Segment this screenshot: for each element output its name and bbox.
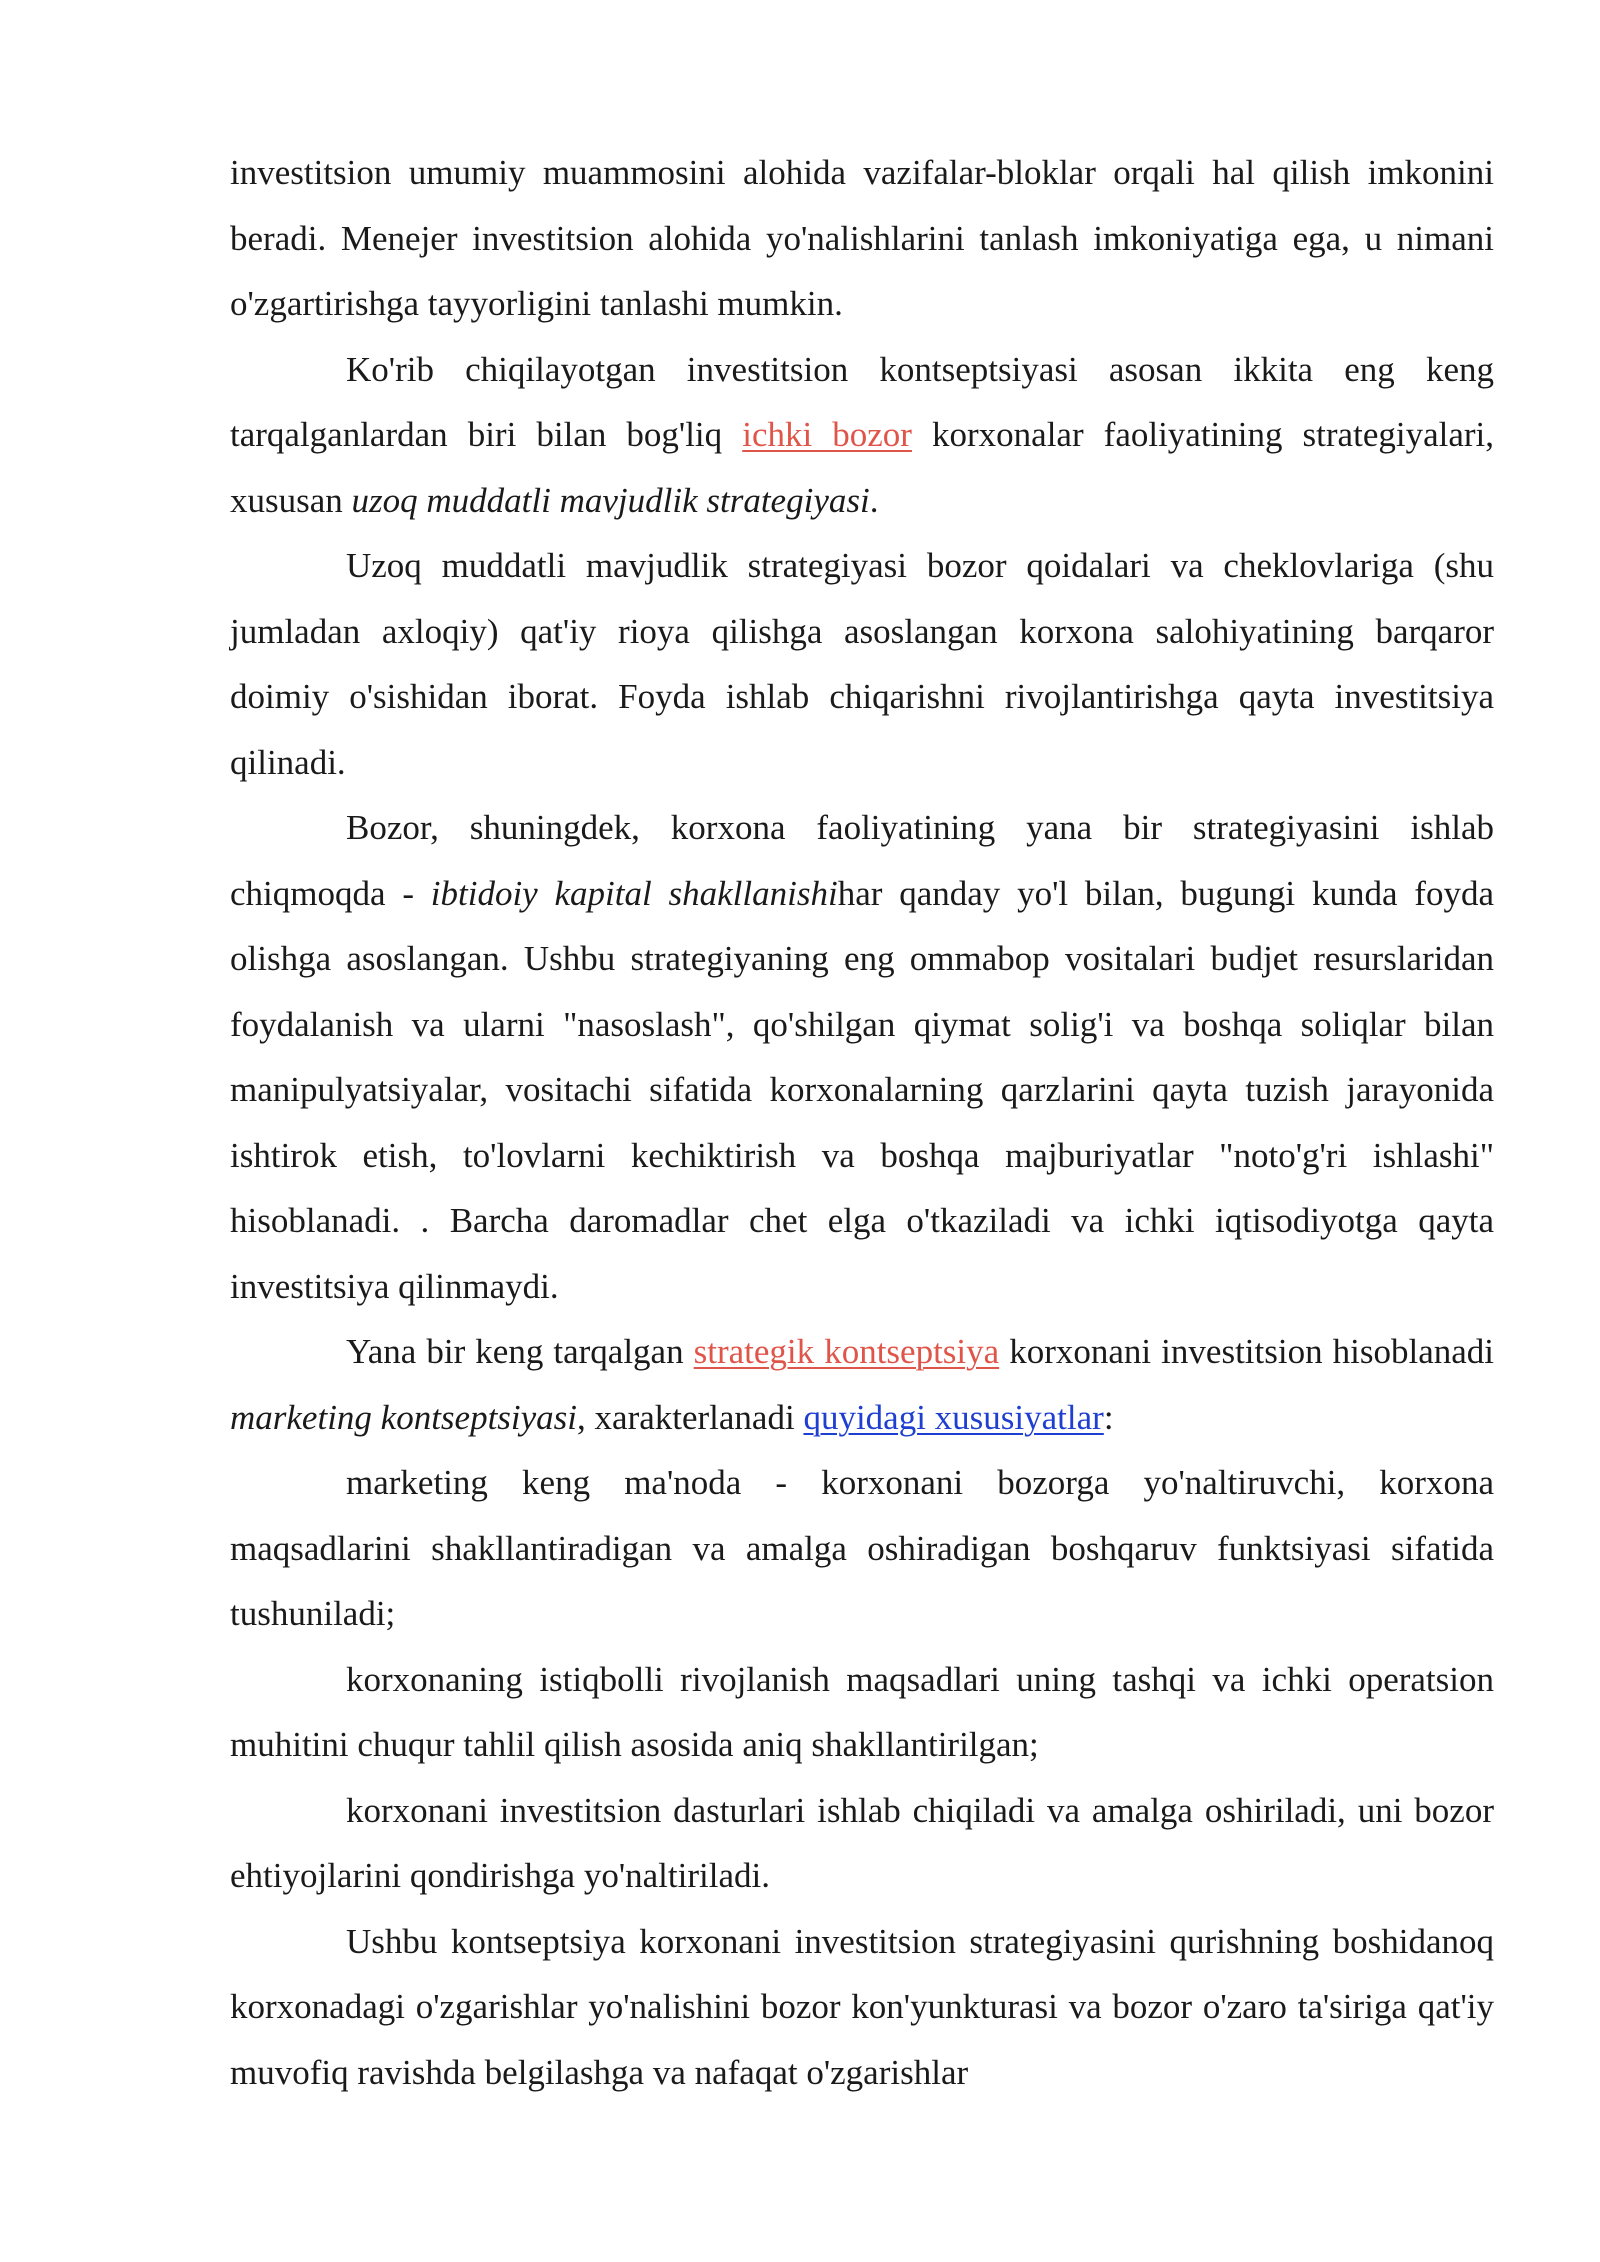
paragraph-6 bbox=[230, 1450, 1494, 1647]
paragraph-5 bbox=[230, 1319, 1494, 1450]
quyidagi-xususiyatlar-link[interactable]: quyidagi xususiyatlar bbox=[803, 1397, 1104, 1437]
paragraph-4-text-b: har qanday yo'l bilan, bugungi kunda foyda olishga asoslangan. Ushbu strategiyaning eng ommabop vositalari budjet resurslaridan foydalanish va ularni "nasoslash", qo'shilgan qiymat solig'i va boshqa soliqlar bilan manipulyatsiyalar, vositachi sifatida korxonalarning qarzlarini qayta tuzish jarayonida ishtirok etish, to'lovlarni kechiktirish va boshqa majburiyatlar "noto'g'ri ishlashi" hisoblanadi. . Barcha daromadlar chet elga o'tkaziladi va ichki iqtisodiyotga qayta investitsiya qilinmaydi. bbox=[230, 873, 1494, 1306]
paragraph-7 bbox=[230, 1647, 1494, 1778]
strategik-kontseptsiya-link[interactable]: strategik kontseptsiya bbox=[693, 1332, 1000, 1371]
paragraph-4 bbox=[230, 795, 1494, 1319]
paragraph-7-text: korxonaning istiqbolli rivojlanish maqsadlari uning tashqi va ichki operatsion muhitini chuqur tahlil qilish asosida aniq shakllantirilgan; bbox=[230, 1659, 1494, 1764]
paragraph-2-text-a: Ko'rib chiqilayotgan investitsion kontseptsiyasi asosan ikkita eng keng tarqalganlardan biri bilan bog'liq bbox=[230, 349, 1494, 454]
paragraph-5-text-d: : bbox=[1103, 1397, 1114, 1437]
paragraph-1 bbox=[230, 140, 1494, 337]
paragraph-5-text-c: , xarakterlanadi bbox=[577, 1397, 804, 1437]
paragraph-2-text-b: korxonalar faoliyatining strategiyalari, xususan bbox=[230, 415, 1495, 520]
paragraph-3 bbox=[230, 533, 1494, 795]
paragraph-5-text-a: Yana bir keng tarqalgan bbox=[346, 1332, 694, 1371]
paragraph-5-text-b: korxonani investitsion hisoblanadi bbox=[999, 1332, 1494, 1371]
document-page bbox=[230, 140, 1494, 2105]
paragraph-5-italic: marketing kontseptsiyasi bbox=[230, 1397, 578, 1437]
paragraph-2 bbox=[230, 337, 1494, 534]
paragraph-8 bbox=[230, 1778, 1494, 1909]
paragraph-2-text-c: . bbox=[869, 480, 879, 520]
paragraph-4-italic: ibtidoiy kapital shakllanishi bbox=[430, 873, 838, 913]
paragraph-2-italic: uzoq muddatli mavjudlik strategiyasi bbox=[351, 480, 870, 520]
ichki-bozor-link[interactable]: ichki bozor bbox=[742, 415, 912, 454]
paragraph-6-text: marketing keng ma'noda - korxonani bozorga yo'naltiruvchi, korxona maqsadlarini shakllantiradigan va amalga oshiradigan boshqaruv funktsiyasi sifatida tushuniladi; bbox=[230, 1463, 1494, 1633]
paragraph-1-text: investitsion umumiy muammosini alohida vazifalar-bloklar orqali hal qilish imkonini beradi. Menejer investitsion alohida yo'nalishlarini tanlash imkoniyatiga ega, u nimani o'zgartirishga tayyorligini tanlashi mumkin. bbox=[230, 153, 1494, 323]
paragraph-9 bbox=[230, 1909, 1494, 2106]
paragraph-4-text-a: Bozor, shuningdek, korxona faoliyatining yana bir strategiyasini ishlab chiqmoqda - bbox=[230, 808, 1494, 913]
paragraph-8-text: korxonani investitsion dasturlari ishlab chiqiladi va amalga oshiriladi, uni bozor ehtiyojlarini qondirishga yo'naltiriladi. bbox=[230, 1790, 1494, 1895]
paragraph-9-text: Ushbu kontseptsiya korxonani investitsion strategiyasini qurishning boshidanoq korxonadagi o'zgarishlar yo'nalishini bozor kon'yunkturasi va bozor o'zaro ta'siriga qat'iy muvofiq ravishda belgilashga va nafaqat o'zgarishlar bbox=[230, 1921, 1494, 2092]
paragraph-3-text: Uzoq muddatli mavjudlik strategiyasi bozor qoidalari va cheklovlariga (shu jumladan axloqiy) qat'iy rioya qilishga asoslangan korxona salohiyatining barqaror doimiy o'sishidan iborat. Foyda ishlab chiqarishni rivojlantirishga qayta investitsiya qilinadi. bbox=[230, 546, 1494, 782]
